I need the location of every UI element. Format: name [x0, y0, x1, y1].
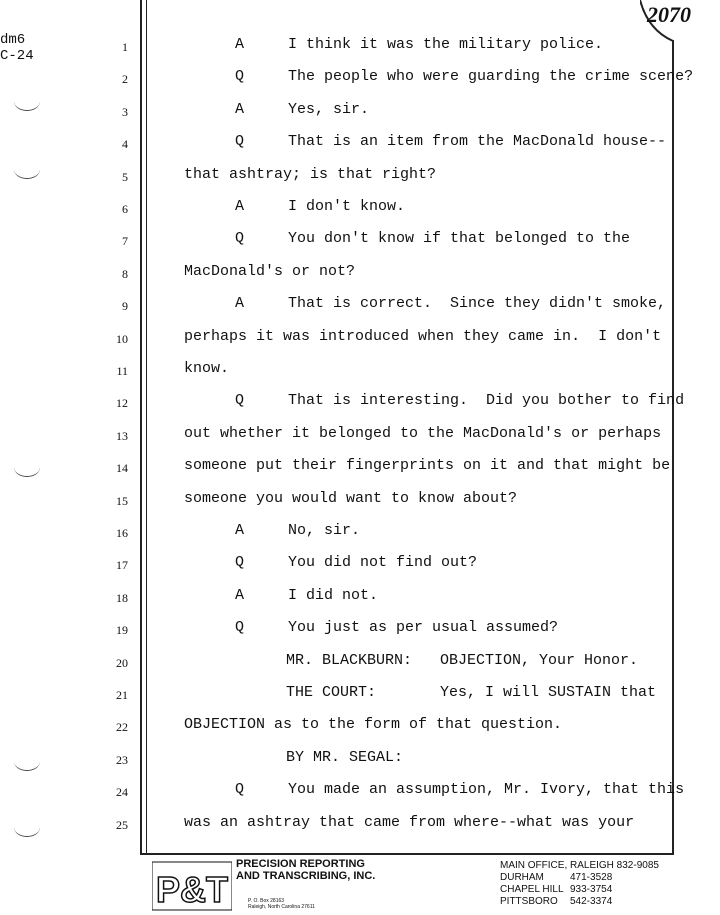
- line-text: someone you would want to know about?: [184, 489, 518, 507]
- line-text: perhaps it was introduced when they came in. I don't: [184, 327, 662, 345]
- office-city: CHAPEL HILL: [500, 884, 564, 895]
- office-phone: 542-3374: [570, 896, 613, 907]
- speaker-label: Q: [235, 554, 245, 572]
- line-number: 18: [116, 590, 128, 605]
- line-text: someone put their fingerprints on it and that might be: [184, 457, 671, 475]
- speaker-label: A: [235, 198, 245, 215]
- line-text: know.: [184, 360, 230, 377]
- company-name: [236, 858, 375, 882]
- speaker-label: Q: [235, 68, 245, 86]
- transcript-line: [0, 32, 720, 64]
- transcript-line: [0, 583, 720, 615]
- speaker-label: BY MR. SEGAL:: [286, 748, 404, 766]
- page-number: 2070: [647, 2, 691, 27]
- line-number: 25: [116, 817, 128, 832]
- transcript-line: [0, 810, 720, 842]
- address-line1: P. O. Box 28163: [248, 898, 285, 904]
- transcript-line: [0, 486, 720, 518]
- speaker-label: Q: [235, 133, 245, 151]
- speaker-label: THE COURT:: [286, 684, 377, 701]
- line-text: Yes, I will SUSTAIN that: [440, 684, 657, 701]
- line-number: 9: [122, 299, 128, 314]
- office-contacts: [500, 860, 659, 908]
- office-row: [500, 884, 659, 896]
- line-text: You just as per usual assumed?: [288, 619, 559, 637]
- line-number: 19: [116, 623, 128, 638]
- line-number: 23: [116, 752, 128, 767]
- line-text: I don't know.: [288, 198, 406, 215]
- line-number: 16: [116, 526, 128, 540]
- transcript-line: [0, 356, 720, 388]
- transcript-line: [0, 777, 720, 809]
- line-text: That is correct. Since they didn't smoke,: [288, 295, 667, 313]
- line-number: 14: [116, 461, 128, 476]
- line-number: 10: [116, 331, 128, 346]
- transcript-line: [0, 712, 720, 744]
- transcript-line: [0, 745, 720, 777]
- office-row: [500, 872, 659, 884]
- line-number: 3: [122, 104, 128, 119]
- transcript-line: [0, 453, 720, 485]
- speaker-label: Q: [235, 230, 245, 248]
- line-text: That is interesting. Did you bother to find: [288, 392, 685, 410]
- transcript-line: [0, 64, 720, 96]
- speaker-label: A: [235, 295, 245, 313]
- transcript-line: [0, 550, 720, 582]
- office-phone: 471-3528: [570, 872, 613, 883]
- speaker-label: A: [235, 100, 245, 118]
- line-text: I think it was the military police.: [288, 36, 604, 53]
- company-address: [248, 898, 315, 910]
- company-logo: [152, 860, 232, 912]
- logo-text: P&T: [156, 869, 228, 910]
- line-number: 24: [116, 785, 128, 800]
- transcript-line: [0, 291, 720, 323]
- speaker-label: A: [235, 586, 245, 604]
- main-office: MAIN OFFICE, RALEIGH 832-9085: [500, 860, 659, 871]
- transcript-line: [0, 162, 720, 194]
- line-number: 8: [122, 266, 128, 281]
- line-number: 7: [122, 234, 128, 249]
- page-border-bottom: [140, 853, 674, 855]
- line-text: OBJECTION as to the form of that question.: [184, 716, 563, 734]
- line-number: 11: [116, 364, 128, 378]
- line-text: The people who were guarding the crime scene?: [288, 68, 694, 86]
- line-text: MacDonald's or not?: [184, 262, 356, 280]
- transcript-line: [0, 324, 720, 356]
- line-number: 20: [116, 655, 128, 670]
- transcript-line: [0, 259, 720, 291]
- margin-note-code: C-24: [0, 48, 34, 64]
- transcript-line: [0, 648, 720, 680]
- transcript-line: [0, 615, 720, 647]
- transcript-line: [0, 97, 720, 129]
- line-text: That is an item from the MacDonald house--: [288, 133, 667, 151]
- line-text: You don't know if that belonged to the: [288, 230, 631, 248]
- line-number: 6: [122, 202, 128, 216]
- line-text: out whether it belonged to the MacDonald's or perhaps: [184, 424, 662, 442]
- speaker-label: A: [235, 522, 245, 539]
- line-text: OBJECTION, Your Honor.: [440, 651, 639, 669]
- line-text: You made an assumption, Mr. Ivory, that this: [288, 781, 685, 799]
- margin-note-initials: dm6: [0, 32, 26, 48]
- line-number: 13: [116, 428, 128, 443]
- transcript-line: [0, 388, 720, 420]
- transcript-line: [0, 421, 720, 453]
- company-name-line1: PRECISION REPORTING: [236, 858, 365, 870]
- speaker-label: Q: [235, 619, 245, 637]
- line-number: 21: [116, 688, 128, 702]
- speaker-label: Q: [235, 392, 245, 410]
- line-text: was an ashtray that came from where--what was your: [184, 813, 635, 831]
- line-number: 1: [122, 40, 128, 54]
- line-number: 4: [122, 137, 128, 152]
- line-text: You did not find out?: [288, 554, 478, 572]
- speaker-label: Q: [235, 781, 245, 799]
- company-name-line2: AND TRANSCRIBING, INC.: [236, 870, 376, 882]
- transcript-line: [0, 226, 720, 258]
- office-row: [500, 896, 659, 908]
- line-number: 12: [116, 396, 128, 411]
- transcript-line: [0, 518, 720, 550]
- office-phone: 933-3754: [570, 884, 613, 895]
- transcript-line: [0, 129, 720, 161]
- line-number: 2: [122, 72, 128, 87]
- line-number: 15: [116, 493, 128, 508]
- office-city: PITTSBORO: [500, 896, 558, 907]
- transcript-line: [0, 680, 720, 712]
- line-text: I did not.: [288, 586, 379, 604]
- office-city: DURHAM: [500, 872, 544, 883]
- address-line2: Raleigh, North Carolina 27611: [248, 904, 315, 910]
- transcript-line: [0, 194, 720, 226]
- line-text: No, sir.: [288, 522, 361, 539]
- line-number: 22: [116, 720, 128, 735]
- speaker-label: MR. BLACKBURN:: [286, 651, 413, 669]
- line-text: Yes, sir.: [288, 100, 370, 118]
- line-text: that ashtray; is that right?: [184, 165, 437, 183]
- line-number: 17: [116, 558, 128, 573]
- speaker-label: A: [235, 36, 245, 53]
- line-number: 5: [122, 169, 128, 184]
